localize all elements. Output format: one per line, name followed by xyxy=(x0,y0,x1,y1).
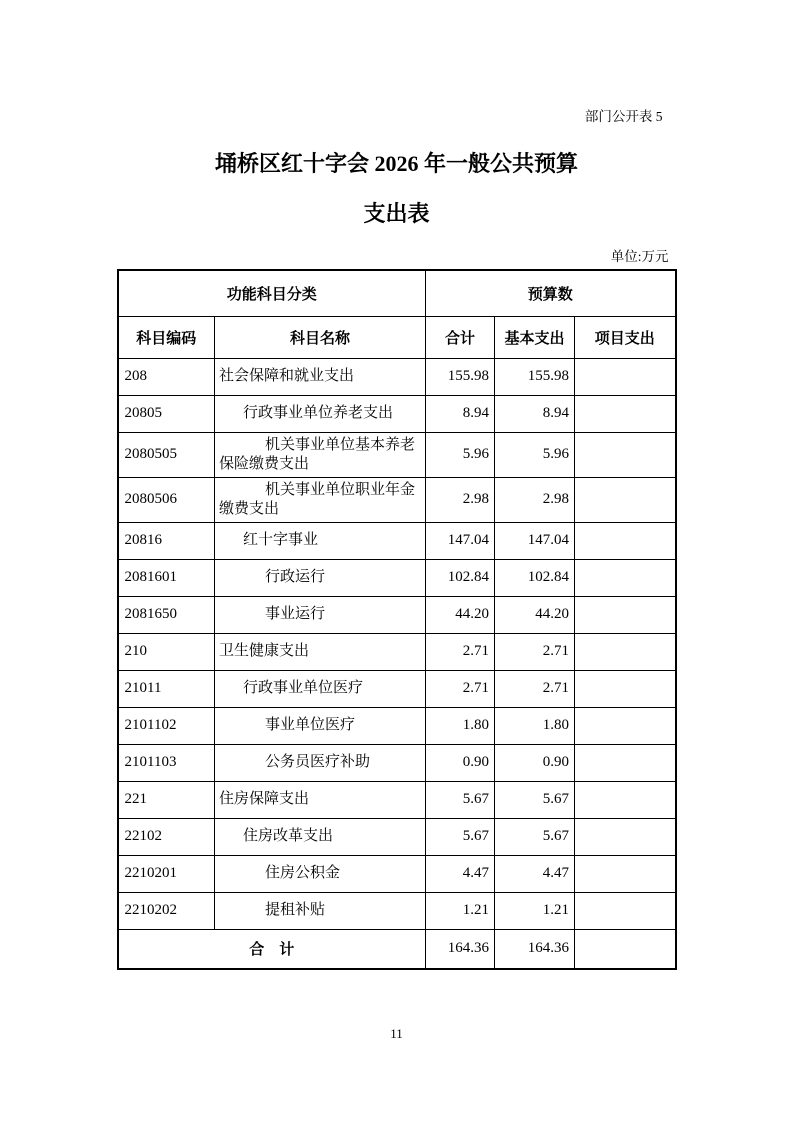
subject-code-cell: 221 xyxy=(118,781,215,818)
basic-expense-cell: 4.47 xyxy=(495,855,575,892)
unit-note: 单位:万元 xyxy=(610,249,669,264)
col-header-total: 合计 xyxy=(426,316,495,358)
table-row xyxy=(118,522,676,559)
table-row xyxy=(118,670,676,707)
basic-expense-cell: 1.80 xyxy=(495,707,575,744)
basic-expense-cell: 2.71 xyxy=(495,670,575,707)
basic-expense-cell: 1.21 xyxy=(495,892,575,929)
col-header-subject-name: 科目名称 xyxy=(215,316,426,358)
subject-name-cell: 卫生健康支出 xyxy=(215,633,426,670)
project-expense-cell xyxy=(575,477,676,522)
basic-expense-cell: 102.84 xyxy=(495,559,575,596)
project-expense-cell xyxy=(575,633,676,670)
basic-expense-cell: 2.98 xyxy=(495,477,575,522)
page-number: 11 xyxy=(390,1026,403,1041)
page-content xyxy=(117,108,677,1042)
subject-name-cell: 住房改革支出 xyxy=(215,818,426,855)
project-expense-cell xyxy=(575,395,676,432)
project-expense-cell xyxy=(575,818,676,855)
subject-code-cell: 2210201 xyxy=(118,855,215,892)
subject-name-cell: 行政事业单位养老支出 xyxy=(215,395,426,432)
col-header-basic-expense: 基本支出 xyxy=(495,316,575,358)
subject-code-cell: 208 xyxy=(118,358,215,395)
subject-code-cell: 20816 xyxy=(118,522,215,559)
table-row xyxy=(118,707,676,744)
table-row xyxy=(118,892,676,929)
subject-code-cell: 2081650 xyxy=(118,596,215,633)
subject-code-cell: 2101103 xyxy=(118,744,215,781)
project-expense-cell xyxy=(575,358,676,395)
budget-table xyxy=(117,269,677,970)
total-cell: 102.84 xyxy=(426,559,495,596)
subject-code-cell: 22102 xyxy=(118,818,215,855)
total-cell: 8.94 xyxy=(426,395,495,432)
table-row xyxy=(118,477,676,522)
subject-name-cell: 行政运行 xyxy=(215,559,426,596)
total-cell: 1.80 xyxy=(426,707,495,744)
project-expense-cell xyxy=(575,744,676,781)
basic-expense-cell: 155.98 xyxy=(495,358,575,395)
total-cell: 4.47 xyxy=(426,855,495,892)
project-expense-cell xyxy=(575,559,676,596)
basic-expense-cell: 5.67 xyxy=(495,818,575,855)
basic-expense-cell: 147.04 xyxy=(495,522,575,559)
header-columns-row xyxy=(118,316,676,358)
subject-code-cell: 2080506 xyxy=(118,477,215,522)
project-expense-cell xyxy=(575,522,676,559)
table-row xyxy=(118,358,676,395)
total-row-label: 合 计 xyxy=(118,929,426,969)
project-expense-cell xyxy=(575,707,676,744)
page-subtitle: 支出表 xyxy=(363,201,430,226)
table-body xyxy=(118,358,676,969)
project-expense-cell xyxy=(575,432,676,477)
project-expense-cell xyxy=(575,929,676,969)
total-cell: 147.04 xyxy=(426,522,495,559)
page-title: 埇桥区红十字会 2026 年一般公共预算 xyxy=(214,151,578,176)
total-cell: 164.36 xyxy=(426,929,495,969)
subject-name-cell: 提租补贴 xyxy=(215,892,426,929)
table-header xyxy=(118,270,676,358)
basic-expense-cell: 164.36 xyxy=(495,929,575,969)
subject-code-cell: 2210202 xyxy=(118,892,215,929)
total-cell: 5.96 xyxy=(426,432,495,477)
subject-code-cell: 21011 xyxy=(118,670,215,707)
total-cell: 155.98 xyxy=(426,358,495,395)
total-cell: 44.20 xyxy=(426,596,495,633)
subject-name-cell: 公务员医疗补助 xyxy=(215,744,426,781)
table-row xyxy=(118,855,676,892)
header-function-classification: 功能科目分类 xyxy=(118,270,426,316)
subject-code-cell: 2080505 xyxy=(118,432,215,477)
subject-name-cell: 住房公积金 xyxy=(215,855,426,892)
table-row xyxy=(118,432,676,477)
total-cell: 1.21 xyxy=(426,892,495,929)
subject-name-cell: 社会保障和就业支出 xyxy=(215,358,426,395)
table-row xyxy=(118,596,676,633)
basic-expense-cell: 5.67 xyxy=(495,781,575,818)
table-total-row xyxy=(118,929,676,969)
col-header-subject-code: 科目编码 xyxy=(118,316,215,358)
project-expense-cell xyxy=(575,670,676,707)
subject-code-cell: 20805 xyxy=(118,395,215,432)
subject-name-cell: 机关事业单位基本养老保险缴费支出 xyxy=(215,432,426,477)
table-row xyxy=(118,818,676,855)
subject-name-cell: 住房保障支出 xyxy=(215,781,426,818)
table-row xyxy=(118,633,676,670)
subject-code-cell: 2081601 xyxy=(118,559,215,596)
basic-expense-cell: 44.20 xyxy=(495,596,575,633)
subject-name-cell: 事业运行 xyxy=(215,596,426,633)
subject-name-cell: 行政事业单位医疗 xyxy=(215,670,426,707)
header-group-row xyxy=(118,270,676,316)
basic-expense-cell: 0.90 xyxy=(495,744,575,781)
subject-name-cell: 事业单位医疗 xyxy=(215,707,426,744)
subject-name-cell: 机关事业单位职业年金缴费支出 xyxy=(215,477,426,522)
table-row xyxy=(118,395,676,432)
header-budget-figures: 预算数 xyxy=(426,270,676,316)
total-cell: 2.98 xyxy=(426,477,495,522)
subject-name-cell: 红十字事业 xyxy=(215,522,426,559)
table-row xyxy=(118,781,676,818)
col-header-project-expense: 项目支出 xyxy=(575,316,676,358)
basic-expense-cell: 8.94 xyxy=(495,395,575,432)
subject-code-cell: 210 xyxy=(118,633,215,670)
total-cell: 2.71 xyxy=(426,670,495,707)
total-cell: 5.67 xyxy=(426,818,495,855)
doc-label: 部门公开表 5 xyxy=(584,109,663,124)
basic-expense-cell: 2.71 xyxy=(495,633,575,670)
table-row xyxy=(118,744,676,781)
project-expense-cell xyxy=(575,855,676,892)
total-cell: 0.90 xyxy=(426,744,495,781)
subject-code-cell: 2101102 xyxy=(118,707,215,744)
total-cell: 2.71 xyxy=(426,633,495,670)
project-expense-cell xyxy=(575,892,676,929)
project-expense-cell xyxy=(575,596,676,633)
project-expense-cell xyxy=(575,781,676,818)
basic-expense-cell: 5.96 xyxy=(495,432,575,477)
table-row xyxy=(118,559,676,596)
total-cell: 5.67 xyxy=(426,781,495,818)
